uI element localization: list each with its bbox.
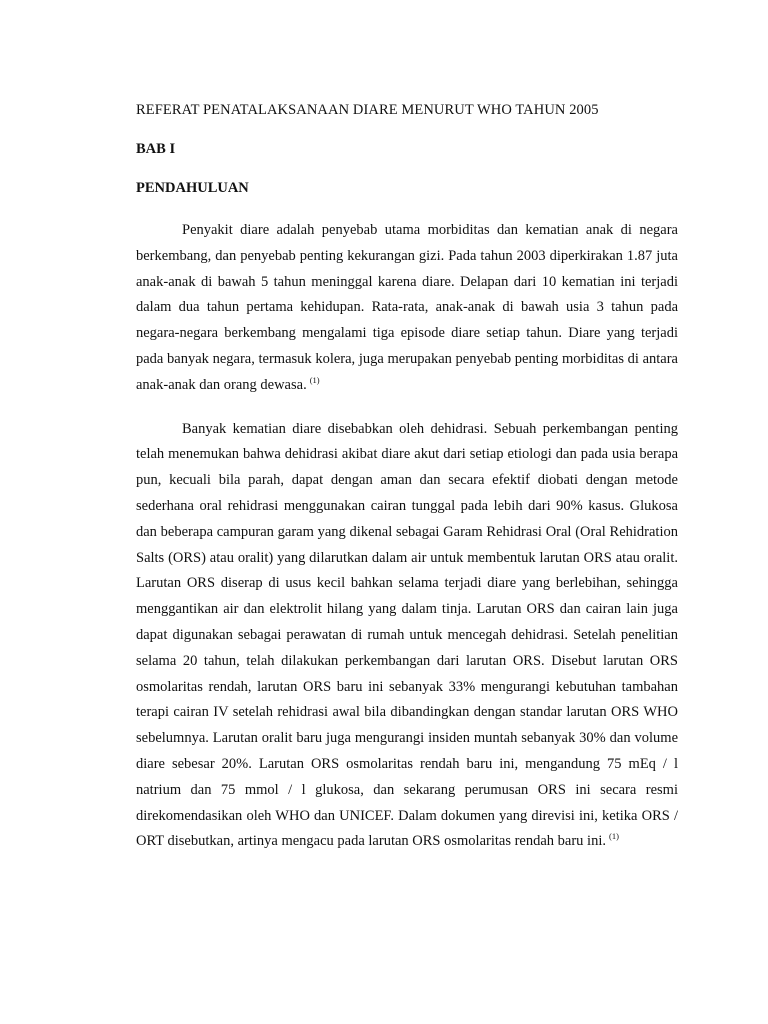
paragraph-2 (136, 417, 678, 856)
document-page (136, 100, 678, 855)
paragraph-1 (136, 218, 678, 399)
reference-marker-1: (1) (309, 374, 320, 385)
document-title: REFERAT PENATALAKSANAAN DIARE MENURUT WHO TAHUN 2005 (136, 102, 599, 118)
paragraph-1-text: Penyakit diare adalah penyebab utama morbiditas dan kematian anak di negara berkembang, dan penyebab penting kekurangan gizi. Pada tahun 2003 diperkirakan 1.87 juta anak-anak di bawah 5 tahun meninggal karena diare. Delapan dari 10 kematian ini terjadi dalam dua tahun pertama kehidupan. Rata-rata, anak-anak di bawah usia 3 tahun pada negara-negara berkembang mengalami tiga episode diare setiap tahun. Diare yang terjadi pada banyak negara, termasuk kolera, juga merupakan penyebab penting morbiditas di antara anak-anak dan orang dewasa. (136, 222, 678, 393)
paragraph-2-text: Banyak kematian diare disebabkan oleh dehidrasi. Sebuah perkembangan penting telah menemukan bahwa dehidrasi akibat diare akut dari setiap etiologi dan pada usia berapa pun, kecuali bila parah, dapat dengan aman dan secara efektif diobati dengan metode sederhana oral rehidrasi menggunakan cairan tunggal pada lebih dari 90% kasus. Glukosa dan beberapa campuran garam yang dikenal sebagai Garam Rehidrasi Oral (Oral Rehidration Salts (ORS) atau oralit) yang dilarutkan dalam air untuk membentuk larutan ORS atau oralit. Larutan ORS diserap di usus kecil bahkan selama terjadi diare yang berlebihan, sehingga menggantikan air dan elektrolit hilang yang dalam tinja. Larutan ORS dan cairan lain juga dapat digunakan sebagai perawatan di rumah untuk mencegah dehidrasi. Setelah penelitian selama 20 tahun, telah dilakukan perkembangan dari larutan ORS. Disebut larutan ORS osmolaritas rendah, larutan ORS baru ini sebanyak 33% mengurangi kebutuhan tambahan terapi cairan IV setelah rehidrasi awal bila dibandingkan dengan standar larutan ORS WHO sebelumnya. Larutan oralit baru juga mengurangi insiden muntah sebanyak 30% dan volume diare sebesar 20%. Larutan ORS osmolaritas rendah baru ini, mengandung 75 mEq / l natrium dan 75 mmol / l glukosa, dan sekarang perumusan ORS ini secara resmi direkomendasikan oleh WHO dan UNICEF. Dalam dokumen yang direvisi ini, ketika ORS / ORT disebutkan, artinya mengacu pada larutan ORS osmolaritas rendah baru ini. (136, 420, 678, 850)
reference-marker-2: (1) (609, 831, 619, 842)
section-heading: PENDAHULUAN (136, 180, 249, 196)
chapter-heading: BAB I (136, 141, 176, 157)
